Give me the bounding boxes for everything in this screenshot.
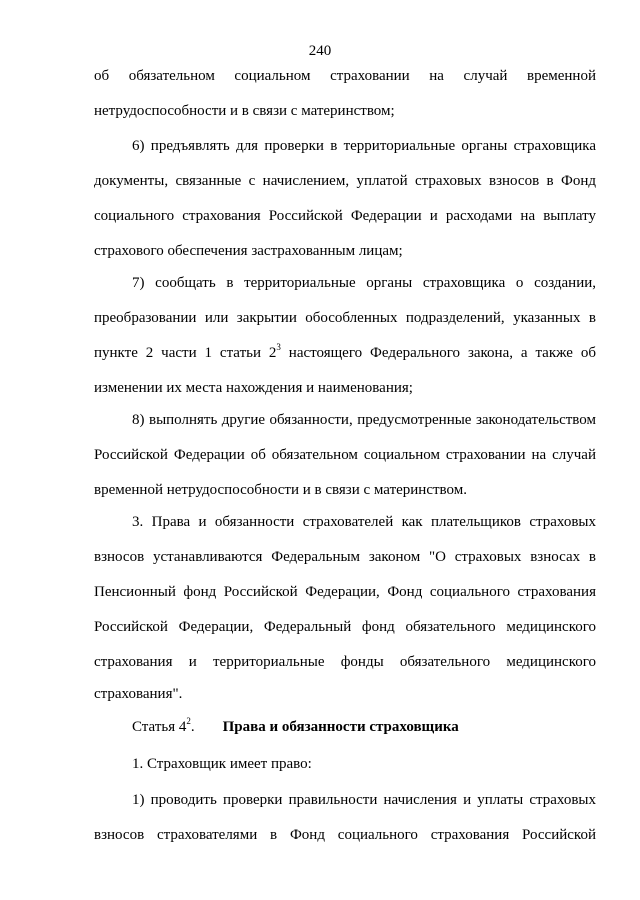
article-heading <box>132 718 459 736</box>
article-label: Статья 4 <box>132 719 187 735</box>
paragraph-line: 3. Права и обязанности страхователей как плательщиков страховых <box>132 514 596 530</box>
paragraph-line: 7) сообщать в территориальные органы страховщика о создании, <box>132 275 596 291</box>
paragraph-line: страхования и территориальные фонды обязательного медицинского <box>94 654 596 670</box>
paragraph-line: взносов устанавливаются Федеральным законом "О страховых взносах в <box>94 549 596 565</box>
page-number: 240 <box>308 43 332 59</box>
paragraph-line-with-reference <box>94 344 596 362</box>
paragraph-line: 8) выполнять другие обязанности, предусмотренные законодательством <box>132 412 596 428</box>
paragraph-line: нетрудоспособности и в связи с материнством; <box>94 103 395 119</box>
paragraph-line: 1) проводить проверки правильности начисления и уплаты страховых <box>132 792 596 808</box>
article-title: Права и обязанности страховщика <box>222 719 459 735</box>
paragraph-line: Российской Федерации об обязательном социальном страховании на случай <box>94 447 596 463</box>
article-superscript: 2 <box>186 716 191 726</box>
article-label-suffix: . <box>190 719 195 735</box>
paragraph-line: страхования". <box>94 686 183 702</box>
superscript: 3 <box>276 342 281 352</box>
paragraph-line: 6) предъявлять для проверки в территориальные органы страховщика <box>132 138 596 154</box>
paragraph-line: Пенсионный фонд Российской Федерации, Фонд социального страхования <box>94 584 596 600</box>
reference-text-continued: настоящего Федерального закона, а также об <box>280 345 596 361</box>
paragraph-line: страхового обеспечения застрахованным лицам; <box>94 243 403 259</box>
paragraph-line: 1. Страховщик имеет право: <box>132 756 312 772</box>
paragraph-line: временной нетрудоспособности и в связи с материнством. <box>94 482 467 498</box>
paragraph-line: социального страхования Российской Федерации и расходами на выплату <box>94 208 596 224</box>
paragraph-line: преобразовании или закрытии обособленных подразделений, указанных в <box>94 310 596 326</box>
paragraph-line: документы, связанные с начислением, уплатой страховых взносов в Фонд <box>94 173 596 189</box>
reference-text: пункте 2 части 1 статьи 2 <box>94 345 277 361</box>
paragraph-line: изменении их места нахождения и наименования; <box>94 380 413 396</box>
paragraph-line: Российской Федерации, Федеральный фонд обязательного медицинского <box>94 619 596 635</box>
paragraph-line: взносов страхователями в Фонд социального страхования Российской <box>94 827 596 843</box>
paragraph-line: об обязательном социальном страховании на случай временной <box>94 68 596 84</box>
